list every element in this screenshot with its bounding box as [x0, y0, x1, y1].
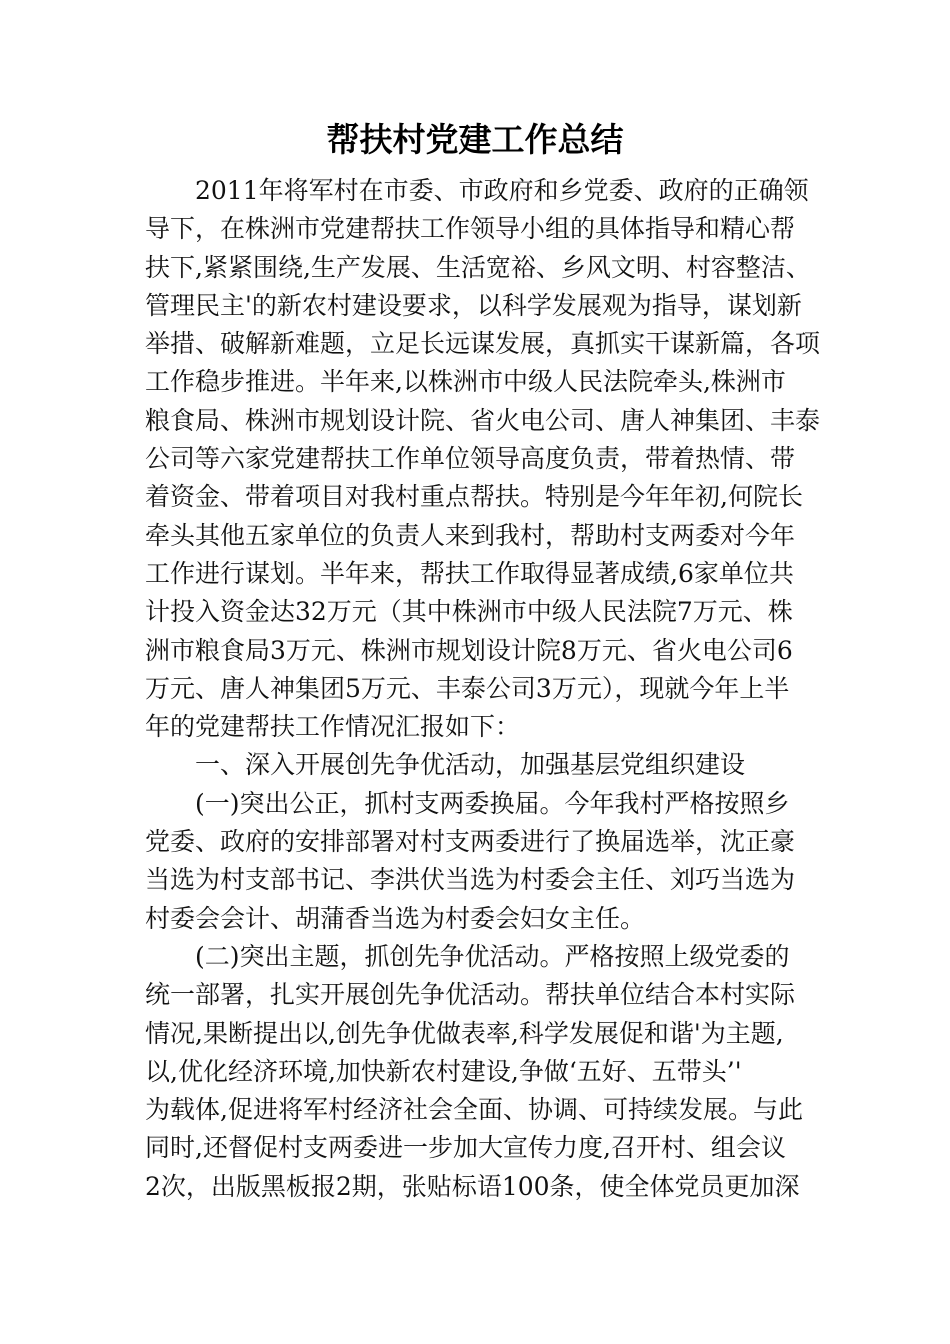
text-line: 管理民主'的新农村建设要求，以科学发展观为指导，谋划新	[145, 290, 802, 320]
text-line: 洲市粮食局3万元、株洲市规划设计院8万元、省火电公司6	[145, 635, 793, 665]
text-line: 导下，在株洲市党建帮扶工作领导小组的具体指导和精心帮	[145, 214, 796, 244]
text-line: 公司等六家党建帮扶工作单位领导高度负责，带着热情、带	[145, 444, 796, 474]
text-line: 着资金、带着项目对我村重点帮扶。特别是今年年初,何院长	[145, 482, 803, 512]
text-line: 举措、破解新难题，立足长远谋发展，真抓实干谋新篇，各项	[145, 329, 821, 359]
text-line: (一)突出公正，抓村支两委换届。今年我村严格按照乡	[195, 788, 790, 818]
text-line: 2011年将军村在市委、市政府和乡党委、政府的正确领	[195, 176, 809, 205]
text-line: 工作稳步推进。半年来,以株洲市中级人民法院牵头,株洲市	[145, 367, 786, 397]
paragraph	[145, 938, 805, 1206]
text-line: 村委会会计、胡蒲香当选为村委会妇女主任。	[145, 903, 646, 933]
text-line: 扶下,紧紧围绕,生产发展、生活宽裕、乡风文明、村容整洁、	[145, 252, 811, 282]
text-line: 情况,果断提出以,创先争优做表率,科学发展促和谐'为主题,	[145, 1018, 784, 1048]
document-body	[145, 172, 821, 1206]
text-line: 牵头其他五家单位的负责人来到我村，帮助村支两委对今年	[145, 520, 796, 550]
text-line: 当选为村支部书记、李洪伏当选为村委会主任、刘巧当选为	[145, 865, 796, 895]
paragraph	[145, 785, 805, 938]
text-line: (二)突出主题，抓创先争优活动。严格按照上级党委的	[195, 941, 790, 971]
text-line: 以,优化经济环境,加快新农村建设,争做‘五好、五带头’'	[145, 1056, 742, 1086]
text-line: 万元、唐人神集团5万元、丰泰公司3万元），现就今年上半	[145, 673, 790, 703]
text-line: 党委、政府的安排部署对村支两委进行了换届选举，沈正豪	[145, 827, 796, 857]
text-line: 粮食局、株洲市规划设计院、省火电公司、唐人神集团、丰泰	[145, 405, 821, 435]
text-line: 工作进行谋划。半年来，帮扶工作取得显著成绩,6家单位共	[145, 558, 794, 588]
text-line: 统一部署，扎实开展创先争优活动。帮扶单位结合本村实际	[145, 980, 796, 1010]
text-line: 一、深入开展创先争优活动，加强基层党组织建设	[195, 750, 746, 780]
text-line: 2次，出版黑板报2期，张贴标语100条，使全体党员更加深	[145, 1171, 800, 1201]
document-title: 帮扶村党建工作总结	[326, 120, 624, 159]
text-line: 同时,还督促村支两委进一步加大宣传力度,召开村、组会议	[145, 1133, 786, 1163]
text-line: 为载体,促进将军村经济社会全面、协调、可持续发展。与此	[145, 1095, 803, 1125]
paragraph	[145, 172, 821, 746]
text-line: 计投入资金达32万元（其中株洲市中级人民法院7万元、株	[145, 597, 793, 627]
section-heading	[145, 746, 805, 784]
text-line: 年的党建帮扶工作情况汇报如下：	[145, 712, 521, 742]
